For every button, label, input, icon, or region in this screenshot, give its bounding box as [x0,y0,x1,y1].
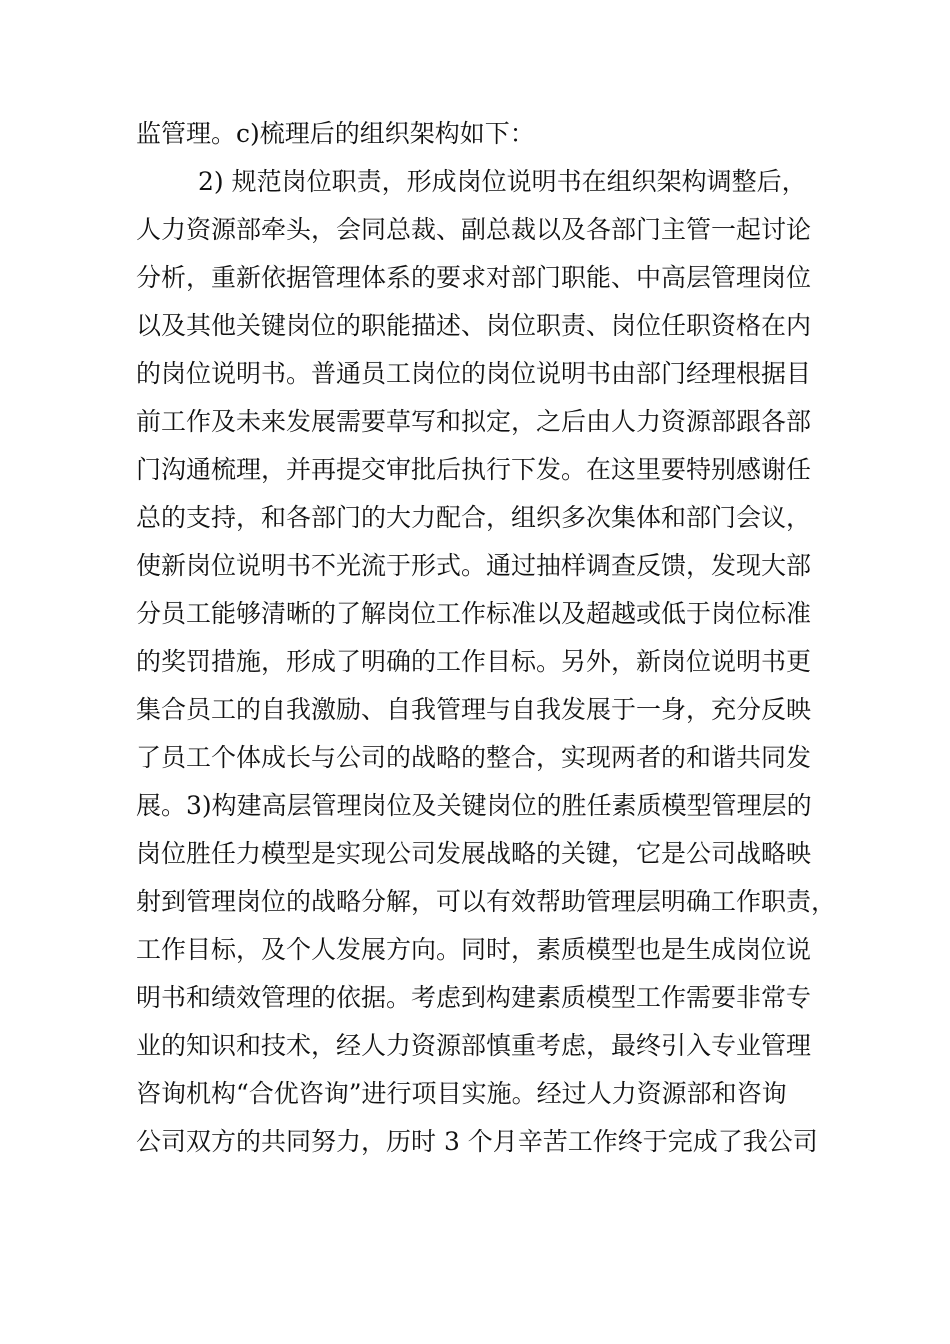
text-line-3: 人力资源部牵头，会同总裁、副总裁以及各部门主管一起讨论 [136,215,812,244]
text-line-6: 的岗位说明书。普通员工岗位的岗位说明书由部门经理根据目 [136,359,812,388]
text-line-12: 的奖罚措施，形成了明确的工作目标。另外，新岗位说明书更 [136,647,812,676]
text-line-5: 以及其他关键岗位的职能描述、岗位职责、岗位任职资格在内 [136,311,812,340]
text-line-22: 公司双方的共同努力，历时 3 个月辛苦工作终于完成了我公司 [136,1127,818,1156]
body-text [136,110,836,1166]
text-line-4: 分析，重新依据管理体系的要求对部门职能、中高层管理岗位 [136,263,812,292]
text-line-10: 使新岗位说明书不光流于形式。通过抽样调查反馈，发现大部 [136,551,812,580]
text-line-14: 了员工个体成长与公司的战略的整合，实现两者的和谐共同发 [136,743,812,772]
text-line-8: 门沟通梳理，并再提交审批后执行下发。在这里要特别感谢任 [136,455,812,484]
text-line-16: 岗位胜任力模型是实现公司发展战略的关键，它是公司战略映 [136,839,812,868]
text-line-20: 业的知识和技术，经人力资源部慎重考虑，最终引入专业管理 [136,1031,812,1060]
text-line-18: 工作目标，及个人发展方向。同时，素质模型也是生成岗位说 [136,935,812,964]
text-line-15: 展。3)构建高层管理岗位及关键岗位的胜任素质模型管理层的 [136,791,812,820]
text-line-1: 监管理。c)梳理后的组织架构如下： [136,119,535,148]
text-line-17: 射到管理岗位的战略分解，可以有效帮助管理层明确工作职责， [136,887,837,916]
text-line-2: 2) 规范岗位职责，形成岗位说明书在组织架构调整后， [198,167,807,196]
text-line-13: 集合员工的自我激励、自我管理与自我发展于一身，充分反映 [136,695,812,724]
text-line-9: 总的支持，和各部门的大力配合，组织多次集体和部门会议， [136,503,812,532]
text-line-7: 前工作及未来发展需要草写和拟定，之后由人力资源部跟各部 [136,407,812,436]
text-line-21: 咨询机构“合优咨询”进行项目实施。经过人力资源部和咨询 [136,1079,787,1108]
text-line-19: 明书和绩效管理的依据。考虑到构建素质模型工作需要非常专 [136,983,812,1012]
text-line-11: 分员工能够清晰的了解岗位工作标准以及超越或低于岗位标准 [136,599,812,628]
